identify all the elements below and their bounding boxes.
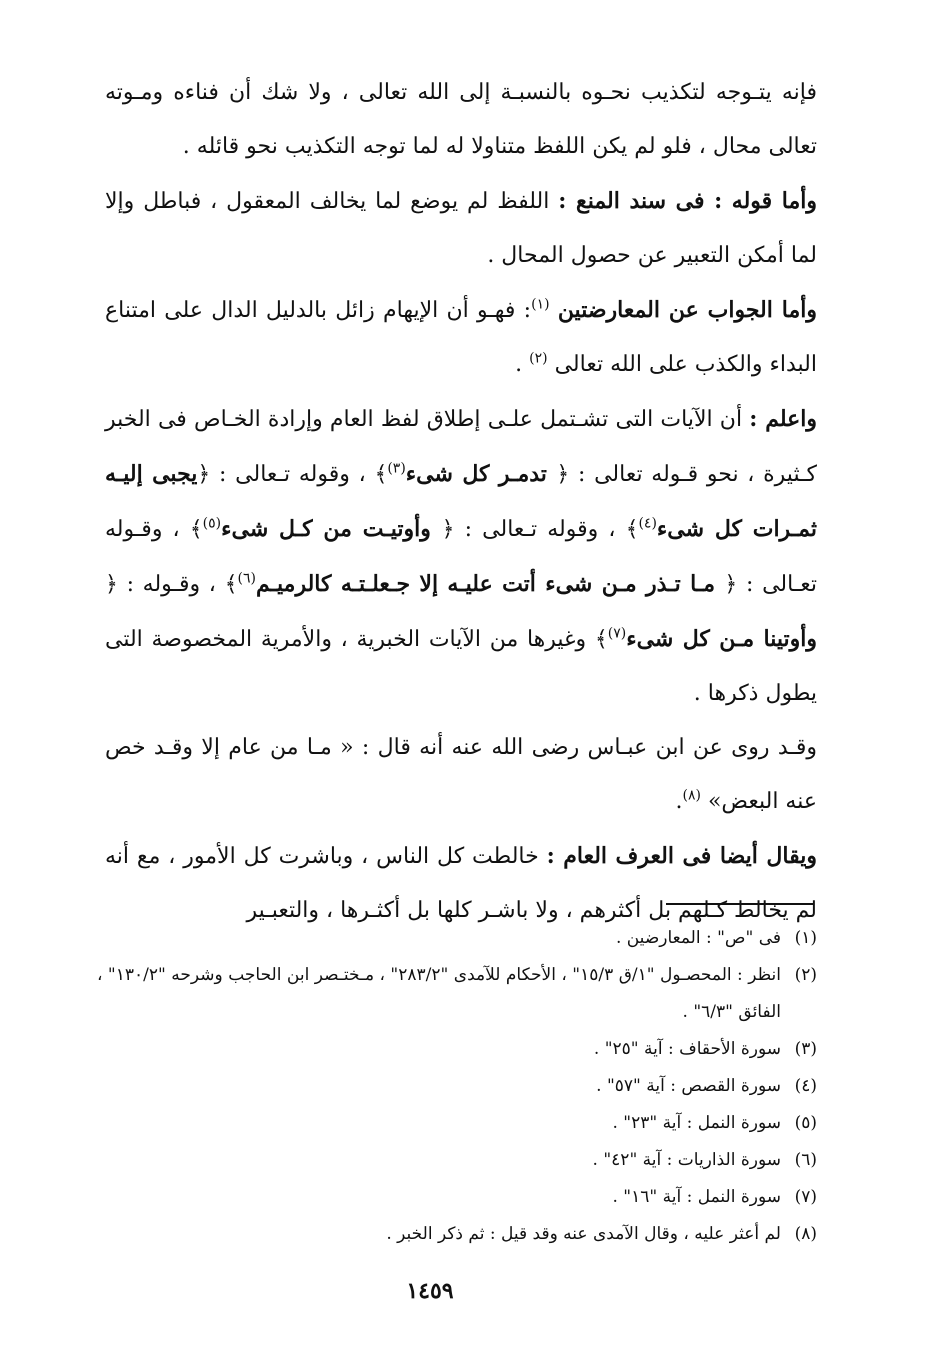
footnote-ref: (٧)	[607, 625, 627, 642]
footnote-text: سورة النمل : آية "١٦" .	[612, 1187, 781, 1207]
footnote-number: (٢)	[794, 965, 817, 985]
paragraph-3	[105, 283, 817, 392]
footnote-number: (٣)	[794, 1039, 817, 1059]
paragraph-lead: واعلم :	[749, 406, 817, 432]
footnote-item	[97, 1031, 817, 1068]
footnote-text: سورة النمل : آية "٢٣" .	[612, 1113, 781, 1133]
paragraph-text: : فهـو أن الإيهام زائل بالدليل الدال على امتناع البداء والكذب على الله تعالى	[105, 298, 817, 377]
paragraph-text: خالطت كل الناس ، وباشرت كل الأمور ، مع أنه لم يخالط كـلهم بل أكثرهم ، ولا باشـر كلها بل أكثـرها ، والتعبـير	[105, 844, 817, 923]
footnote-number: (٨)	[794, 1224, 817, 1244]
paragraph-text: فإنه يتـوجه لتكذيب نحـوه بالنسبـة إلى الله تعالى ، ولا شك أن فناءه ومـوته تعالى محال ، فلو لم يكن اللفظ متناولا له لما توجه التكذيب نحو قائله .	[105, 80, 817, 159]
paragraph-4	[105, 392, 817, 721]
footnote-ref: (٨)	[682, 787, 701, 804]
quran-bracket-close: ﴾	[224, 572, 238, 597]
quran-bracket-close: ﴾	[594, 627, 608, 652]
quran-bracket-open: ﴿	[556, 462, 570, 487]
footnote-ref: (٤)	[638, 515, 657, 532]
footnote-item	[97, 1068, 817, 1105]
quran-quote: مـا تـذر مـن شىء أتت عليـه إلا جـعلـتـه كالرميـم	[255, 571, 725, 597]
footnote-divider	[666, 903, 814, 905]
footnote-item	[97, 1216, 817, 1253]
quran-quote: يجبى إليـه ثمـرات كل شىء	[105, 461, 817, 542]
footnote-text: لم أعثر عليه ، وقال الآمدى عنه وقد قيل : ثم ذكر الخبر .	[386, 1224, 781, 1244]
footnote-number: (٦)	[794, 1150, 817, 1170]
paragraph-end: .	[675, 789, 683, 814]
main-text	[105, 66, 817, 938]
footnote-item	[97, 920, 817, 957]
paragraph-text: ، وقوله تـعالى :	[210, 462, 375, 487]
footnote-number: (٥)	[794, 1113, 817, 1133]
page-number: ١٤٥٩	[406, 1278, 454, 1304]
paragraph-2	[105, 174, 817, 283]
paragraph-text: ، وقـوله تعـالى :	[105, 517, 817, 597]
footnote-number: (٧)	[794, 1187, 817, 1207]
quran-bracket-open: ﴿	[105, 572, 118, 597]
paragraph-end: .	[515, 352, 530, 377]
quran-bracket-close: ﴾	[189, 517, 203, 542]
paragraph-text: وغيرها من الآيات الخبرية ، والأمرية المخصوصة التى يطول ذكرها .	[105, 627, 817, 706]
quran-bracket-close: ﴾	[374, 462, 388, 487]
quran-bracket-open: ﴿	[197, 462, 211, 487]
footnote-number: (٤)	[794, 1076, 817, 1096]
footnote-ref: (١)	[531, 296, 550, 313]
footnotes	[97, 920, 817, 1253]
paragraph-lead: وأما قوله : فى سند المنع :	[558, 188, 817, 214]
footnote-text: سورة القصص : آية "٥٧" .	[596, 1076, 781, 1096]
quran-quote: تدمـر كل شىء	[405, 461, 557, 487]
footnote-ref: (٢)	[529, 350, 548, 367]
footnote-text: فى "ص" : المعارضين .	[615, 928, 781, 948]
paragraph-text: اللفظ لم يوضع لما يخالف المعقول ، فباطل وإلا لما أمكن التعبير عن حصول المحال .	[105, 189, 817, 268]
footnote-item	[97, 1142, 817, 1179]
footnote-number: (١)	[794, 928, 817, 948]
quran-quote: وأوتيـت من كـل شىء	[221, 516, 442, 542]
quran-quote: وأوتينا مـن كل شىء	[626, 626, 818, 652]
footnote-item	[97, 1179, 817, 1216]
footnote-item	[97, 957, 817, 1031]
quran-bracket-open: ﴿	[441, 517, 455, 542]
footnote-ref: (٥)	[202, 515, 222, 532]
footnote-item	[97, 1105, 817, 1142]
footnote-ref: (٦)	[237, 570, 256, 587]
paragraph-text: وقـد روى عن ابن عبـاس رضى الله عنه أنه قال : « مـا من عام إلا وقـد خص عنه البعض»	[105, 735, 817, 814]
paragraph-lead: وأما الجواب عن المعارضتين	[557, 297, 817, 323]
footnote-text: سورة الأحقاف : آية "٢٥" .	[593, 1039, 781, 1059]
footnote-text: انظر : المحصـول "١/ق ١٥/٣" ، الأحكام للآمدى "٢٨٣/٢" ، مـختـصر ابن الحاجب وشرحه "١٣٠/٢" ، الفائق "٦/٣" .	[97, 965, 782, 1022]
paragraph-text: أن الآيات التى تشـتمل علـى إطلاق لفظ العام وإرادة الخـاص فى الخبر كـثيرة ، نحو قـوله تعالى :	[105, 407, 817, 487]
paragraph-lead: ويقال أيضا فى العرف العام :	[546, 843, 817, 869]
paragraph-text: ، وقـوله :	[117, 572, 225, 597]
paragraph-5	[105, 721, 817, 829]
paragraph-text: ، وقوله تـعالى :	[454, 517, 626, 542]
footnote-text: سورة الذاريات : آية "٤٢" .	[592, 1150, 781, 1170]
quran-bracket-close: ﴾	[625, 517, 639, 542]
footnote-ref: (٣)	[387, 460, 406, 477]
quran-bracket-open: ﴿	[724, 572, 738, 597]
paragraph-1	[105, 66, 817, 174]
